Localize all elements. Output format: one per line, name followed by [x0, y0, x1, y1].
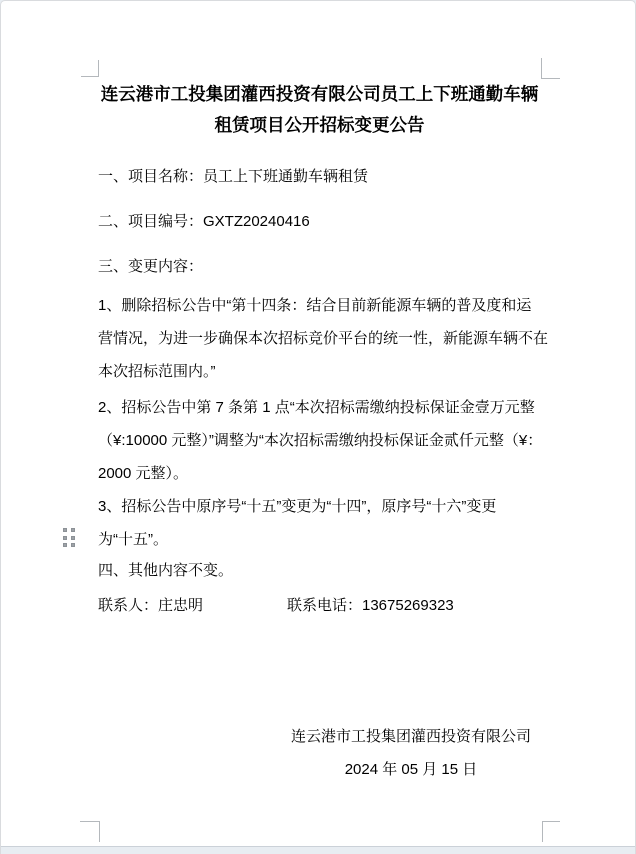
contact-phone: 联系电话：13675269323 [287, 597, 454, 614]
signature-block [291, 720, 531, 786]
document-title-line1: 连云港市工投集团灌西投资有限公司员工上下班通勤车辆 [100, 84, 539, 104]
text-boundary-mark-top-left [81, 60, 99, 77]
dot [63, 543, 67, 547]
change2-line3: 2000 元整）。 [98, 465, 189, 482]
document-content [98, 1, 549, 854]
dot [63, 536, 67, 540]
drag-dots-icon[interactable] [63, 528, 75, 547]
contact-person: 联系人：庄忠明 [98, 597, 204, 614]
document-title-line2: 租赁项目公开招标变更公告 [214, 115, 425, 135]
text-boundary-mark-top-right [541, 58, 560, 79]
change2-line2: （¥:10000 元整）”调整为“本次招标需缴纳投标保证金贰仟元整（¥： [98, 432, 543, 449]
change2-line1: 2、招标公告中第 7 条第 1 点“本次招标需缴纳投标保证金壹万元整 [98, 399, 535, 416]
change1-line2: 营情况，为进一步确保本次招标竞价平台的统一性，新能源车辆不在 [98, 330, 549, 347]
dot [71, 543, 75, 547]
other-unchanged-line: 四、其他内容不变。 [98, 562, 234, 579]
dot [63, 528, 67, 532]
signature-date: 2024 年 05 月 15 日 [344, 761, 478, 778]
change3-line2: 为“十五”。 [98, 531, 168, 548]
change1-line1: 1、删除招标公告中“第十四条：结合目前新能源车辆的普及度和运 [98, 297, 532, 314]
dot [71, 528, 75, 532]
project-number-line: 二、项目编号：GXTZ20240416 [98, 213, 310, 230]
text-boundary-mark-bottom-left [80, 821, 100, 842]
change-heading-line: 三、变更内容： [98, 258, 204, 275]
dot [71, 536, 75, 540]
project-name-line: 一、项目名称：员工上下班通勤车辆租赁 [98, 168, 369, 185]
contact-line [98, 589, 541, 622]
change3-line1: 3、招标公告中原序号“十五”变更为“十四”，原序号“十六”变更 [98, 498, 497, 515]
change1-line3: 本次招标范围内。” [98, 363, 216, 380]
document-title [98, 79, 541, 141]
signature-company: 连云港市工投集团灌西投资有限公司 [290, 728, 531, 745]
text-boundary-mark-bottom-right [542, 821, 560, 842]
